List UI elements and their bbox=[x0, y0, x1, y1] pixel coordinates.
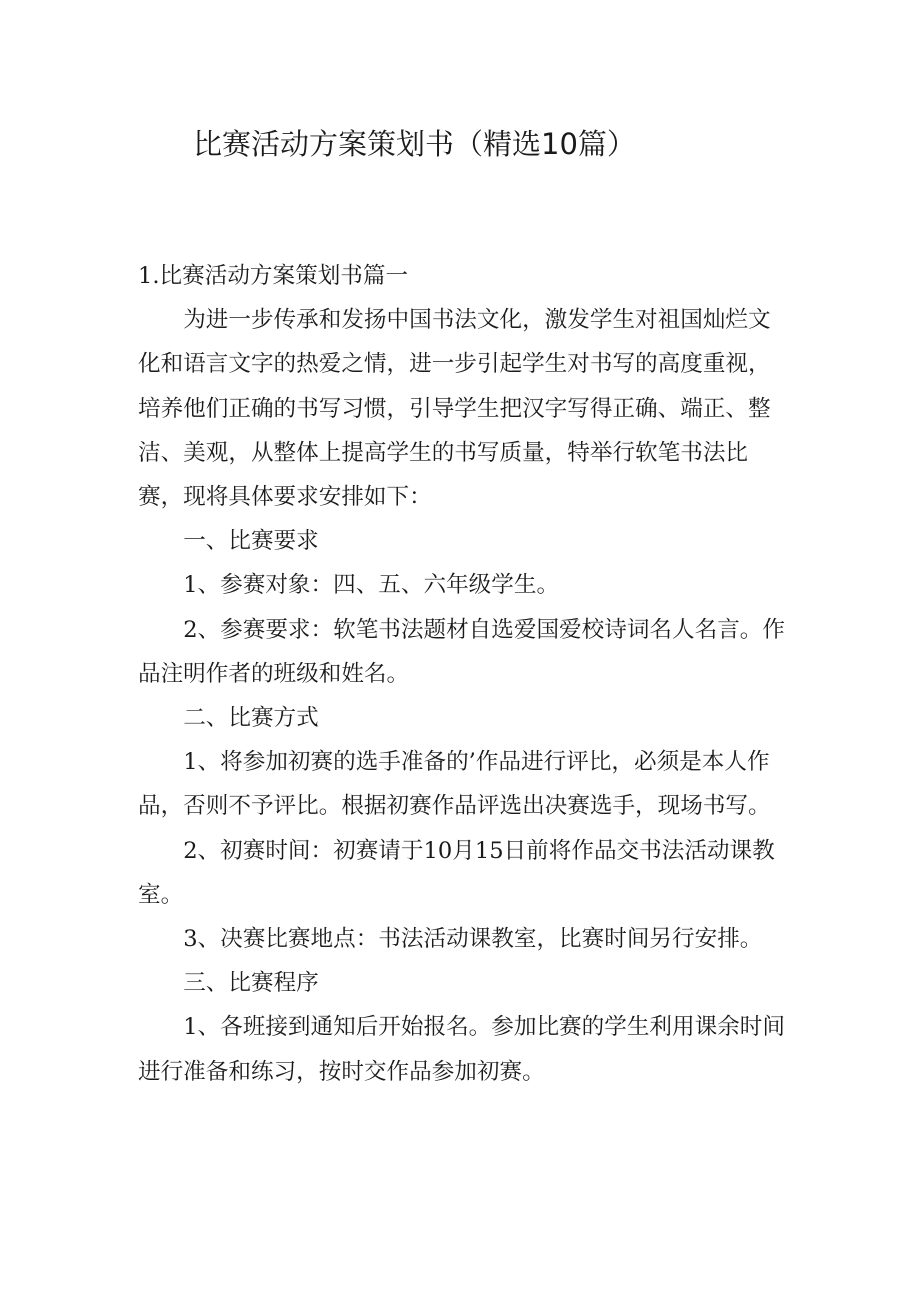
format-preliminary-time: 2、初赛时间：初赛请于10月15日前将作品交书法活动课教室。 bbox=[138, 837, 775, 908]
intro-paragraph: 为进一步传承和发扬中国书法文化，激发学生对祖国灿烂文化和语言文字的热爱之情，进一步引起学生对书写的高度重视，培养他们正确的书写习惯，引导学生把汉字写得正确、端正、整洁、美观，从整体上提高学生的书写质量，特举行软笔书法比赛，现将具体要求安排如下： bbox=[138, 307, 771, 511]
heading-competition-format: 二、比赛方式 bbox=[183, 705, 319, 732]
document-title: 比赛活动方案策划书（精选10篇） bbox=[193, 127, 636, 161]
procedure-registration: 1、各班接到通知后开始报名。参加比赛的学生利用课余时间进行准备和练习，按时交作品参加初赛。 bbox=[138, 1014, 785, 1085]
requirement-participants: 1、参赛对象：四、五、六年级学生。 bbox=[183, 572, 560, 599]
section-heading: 1.比赛活动方案策划书篇一 bbox=[138, 263, 409, 289]
heading-competition-requirements: 一、比赛要求 bbox=[183, 528, 319, 555]
format-final-location: 3、决赛比赛地点：书法活动课教室，比赛时间另行安排。 bbox=[183, 926, 763, 953]
format-evaluation: 1、将参加初赛的选手准备的’作品进行评比，必须是本人作品，否则不予评比。根据初赛作品评选出决赛选手，现场书写。 bbox=[138, 749, 771, 820]
heading-competition-procedure: 三、比赛程序 bbox=[183, 970, 319, 997]
requirement-entries: 2、参赛要求：软笔书法题材自选爱国爱校诗词名人名言。作品注明作者的班级和姓名。 bbox=[138, 616, 785, 687]
document-body bbox=[138, 254, 788, 1094]
